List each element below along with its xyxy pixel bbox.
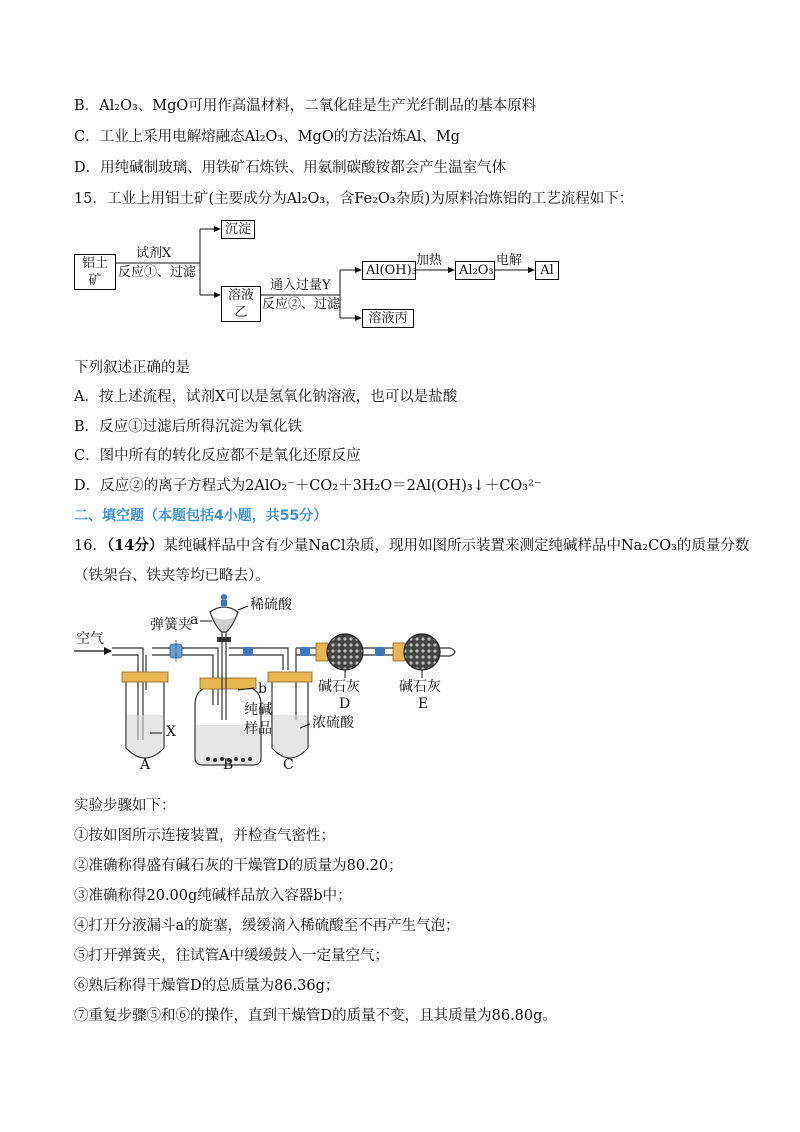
label-x: X [166, 724, 176, 740]
step-3: ③准确称得20.00g纯碱样品放入容器b中； [74, 888, 352, 904]
question-15-ask: 下列叙述正确的是 [74, 360, 190, 376]
spring-clamp [170, 640, 182, 662]
label-reaction-2: 反应②、过滤 [262, 297, 341, 312]
label-soda-1: 纯碱 [244, 702, 272, 718]
step-1: ①按如图所示连接装置，并检查气密性； [74, 828, 335, 844]
box-al: Al [535, 261, 559, 280]
label-electrolysis: 电解 [496, 253, 523, 268]
q15-option-d: D．反应②的离子方程式为2AlO₂⁻＋CO₂＋3H₂O＝2Al(OH)₃↓＋CO₃²⁻ [74, 478, 542, 494]
option-d-line: D．用纯碱制玻璃、用铁矿石炼铁、用氨制碳酸铵都会产生温室气体 [74, 160, 507, 176]
option-c-line: C．工业上采用电解熔融态Al₂O₃、MgO的方法冶炼Al、Mg [74, 129, 460, 145]
q16-number: 16． [74, 538, 107, 554]
box-precipitate: 沉淀 [221, 220, 255, 239]
label-bottle-b: B [223, 757, 234, 773]
label-d: D [339, 696, 351, 712]
label-heat: 加热 [416, 253, 443, 268]
label-soda-lime-d: 碱石灰 [318, 679, 360, 695]
q15-option-a: A．按上述流程，试剂X可以是氢氧化钠溶液，也可以是盐酸 [74, 389, 458, 405]
q15-option-c: C．图中所有的转化反应都不是氧化还原反应 [74, 448, 361, 464]
option-b-line: B．Al₂O₃、MgO可用作高温材料，二氧化硅是生产光纤制品的基本原料 [74, 98, 537, 114]
question-16-stem-2: （铁架台、铁夹等均已略去）。 [74, 568, 270, 584]
label-soda-2: 样品 [244, 721, 272, 737]
label-pass-y: 通入过量Y [270, 278, 331, 293]
label-soda-lime-e: 碱石灰 [399, 679, 441, 695]
label-tube-a: A [140, 757, 151, 773]
box-aloh3: Al(OH)₃ [362, 261, 416, 280]
section-heading: 二、填空题（本题包括4小题，共55分） [74, 508, 328, 524]
label-air: 空气 [76, 631, 104, 647]
label-reagent-x: 试剂X [136, 246, 172, 261]
label-dilute-acid: 稀硫酸 [250, 597, 292, 613]
box-solution-b: 溶液乙 [221, 286, 261, 322]
step-6: ⑥熟后称得干燥管D的总质量为86.36g； [74, 978, 340, 994]
q15-option-b: B．反应①过滤后所得沉淀为氧化铁 [74, 419, 303, 435]
label-reaction-1: 反应①、过滤 [118, 265, 197, 280]
box-solution-c: 溶液丙 [362, 309, 414, 328]
q16-score: （14分） [106, 537, 164, 554]
q16-text: 某纯碱样品中含有少量NaCl杂质，现用如图所示装置来测定纯碱样品中Na₂CO₃的质量分数 [163, 538, 750, 554]
box-al2o3: Al₂O₃ [455, 261, 495, 280]
label-a: a [190, 612, 199, 628]
step-7: ⑦重复步骤⑤和⑥的操作，直到干燥管D的质量不变，且其质量为86.80g。 [74, 1008, 557, 1024]
question-15-stem: 15．工业上用铝土矿(主要成分为Al₂O₃，含Fe₂O₃杂质)为原料冶炼铝的工艺流程如下： [74, 191, 634, 207]
label-e: E [418, 696, 429, 712]
step-5: ⑤打开弹簧夹，往试管A中缓缓鼓入一定量空气； [74, 948, 389, 964]
label-tube-c: C [283, 757, 294, 773]
step-2: ②准确称得盛有碱石灰的干燥管D的质量为80.20； [74, 858, 403, 874]
box-bauxite: 铝土矿 [74, 254, 116, 290]
label-b: b [258, 681, 267, 697]
steps-title: 实验步骤如下： [74, 798, 176, 814]
step-4: ④打开分液漏斗a的旋塞，缓缓滴入稀硫酸至不再产生气泡； [74, 918, 460, 934]
label-clamp: 弹簧夹 [150, 617, 192, 633]
label-conc-acid: 浓硫酸 [312, 715, 354, 731]
